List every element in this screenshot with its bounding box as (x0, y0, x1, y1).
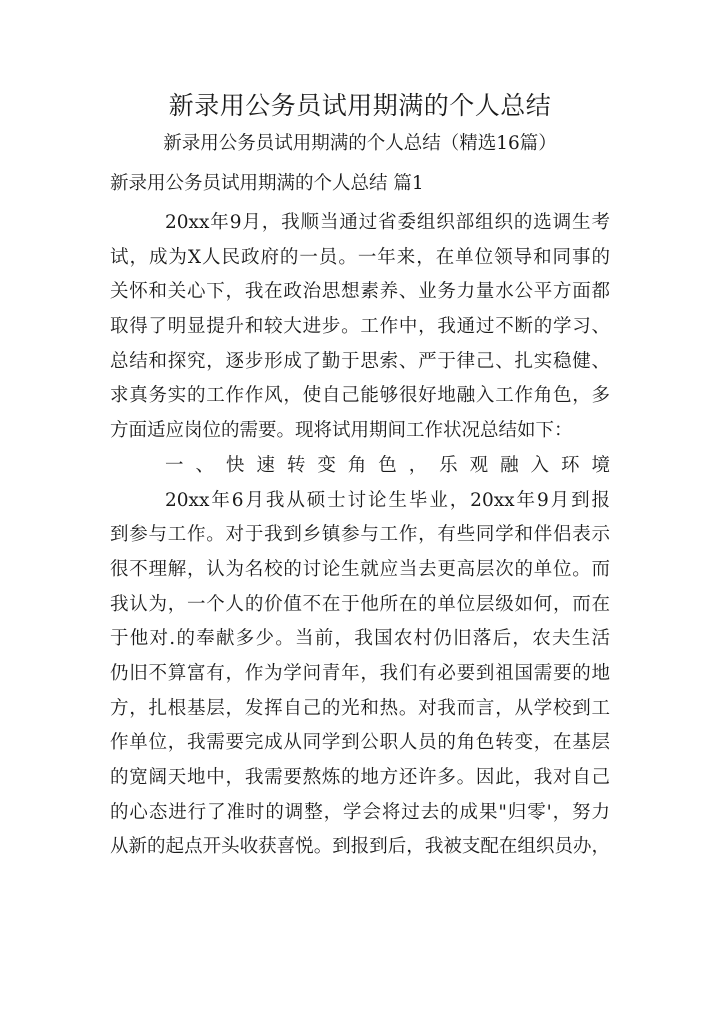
paragraph-line: 的心态进行了准时的调整，学会将过去的成果"归零'，努力 (110, 801, 610, 823)
paragraph-line: 求真务实的工作作风，使自己能够很好地融入工作角色，多 (110, 385, 610, 407)
paragraph-line: 的宽阔天地中，我需要熬炼的地方还许多。因此，我对自己 (110, 767, 610, 788)
paragraph-line: 取得了明显提升和较大进步。工作中，我通过不断的学习、 (110, 316, 610, 338)
subsection-heading: 一、快速转变角色，乐观融入环境 (165, 454, 610, 476)
paragraph-line: 关怀和关心下，我在政治思想素养、业务力量水公平方面都 (110, 281, 610, 303)
document-title: 新录用公务员试用期满的个人总结 (168, 91, 552, 120)
paragraph-line: 很不理解，认为名校的讨论生就应当去更高层次的单位。而 (110, 558, 610, 580)
paragraph-line: 我认为，一个人的价值不在于他所在的单位层级如何，而在 (110, 593, 610, 615)
document-subtitle: 新录用公务员试用期满的个人总结（精选16篇） (163, 133, 557, 154)
paragraph-line: 方面适应岗位的需要。现将试用期间工作状况总结如下： (110, 420, 573, 442)
paragraph-line: 总结和探究，逐步形成了勤于思索、严于律己、扎实稳健、 (110, 350, 610, 372)
paragraph-line: 到参与工作。对于我到乡镇参与工作，有些同学和伴侣表示 (110, 524, 610, 546)
paragraph-line: 方，扎根基层，发挥自己的光和热。对我而言，从学校到工 (110, 697, 610, 719)
paragraph-line: 试，成为X人民政府的一员。一年来，在单位领导和同事的 (110, 246, 610, 268)
paragraph-line: 仍旧不算富有，作为学问青年，我们有必要到祖国需要的地 (110, 662, 610, 684)
paragraph-line: 20xx年6月我从硕士讨论生毕业，20xx年9月到报 (165, 489, 610, 511)
section-heading: 新录用公务员试用期满的个人总结 篇1 (110, 173, 424, 194)
paragraph-line: 20xx年9月，我顺当通过省委组织部组织的选调生考 (165, 212, 610, 233)
paragraph-line: 于他对.的奉献多少。当前，我国农村仍旧落后，农夫生活 (110, 628, 610, 650)
paragraph-line: 作单位，我需要完成从同学到公职人员的角色转变，在基层 (110, 732, 610, 754)
paragraph-line: 从新的起点开头收获喜悦。到报到后，我被支配在组织员办， (110, 836, 610, 858)
document-body (110, 206, 610, 865)
